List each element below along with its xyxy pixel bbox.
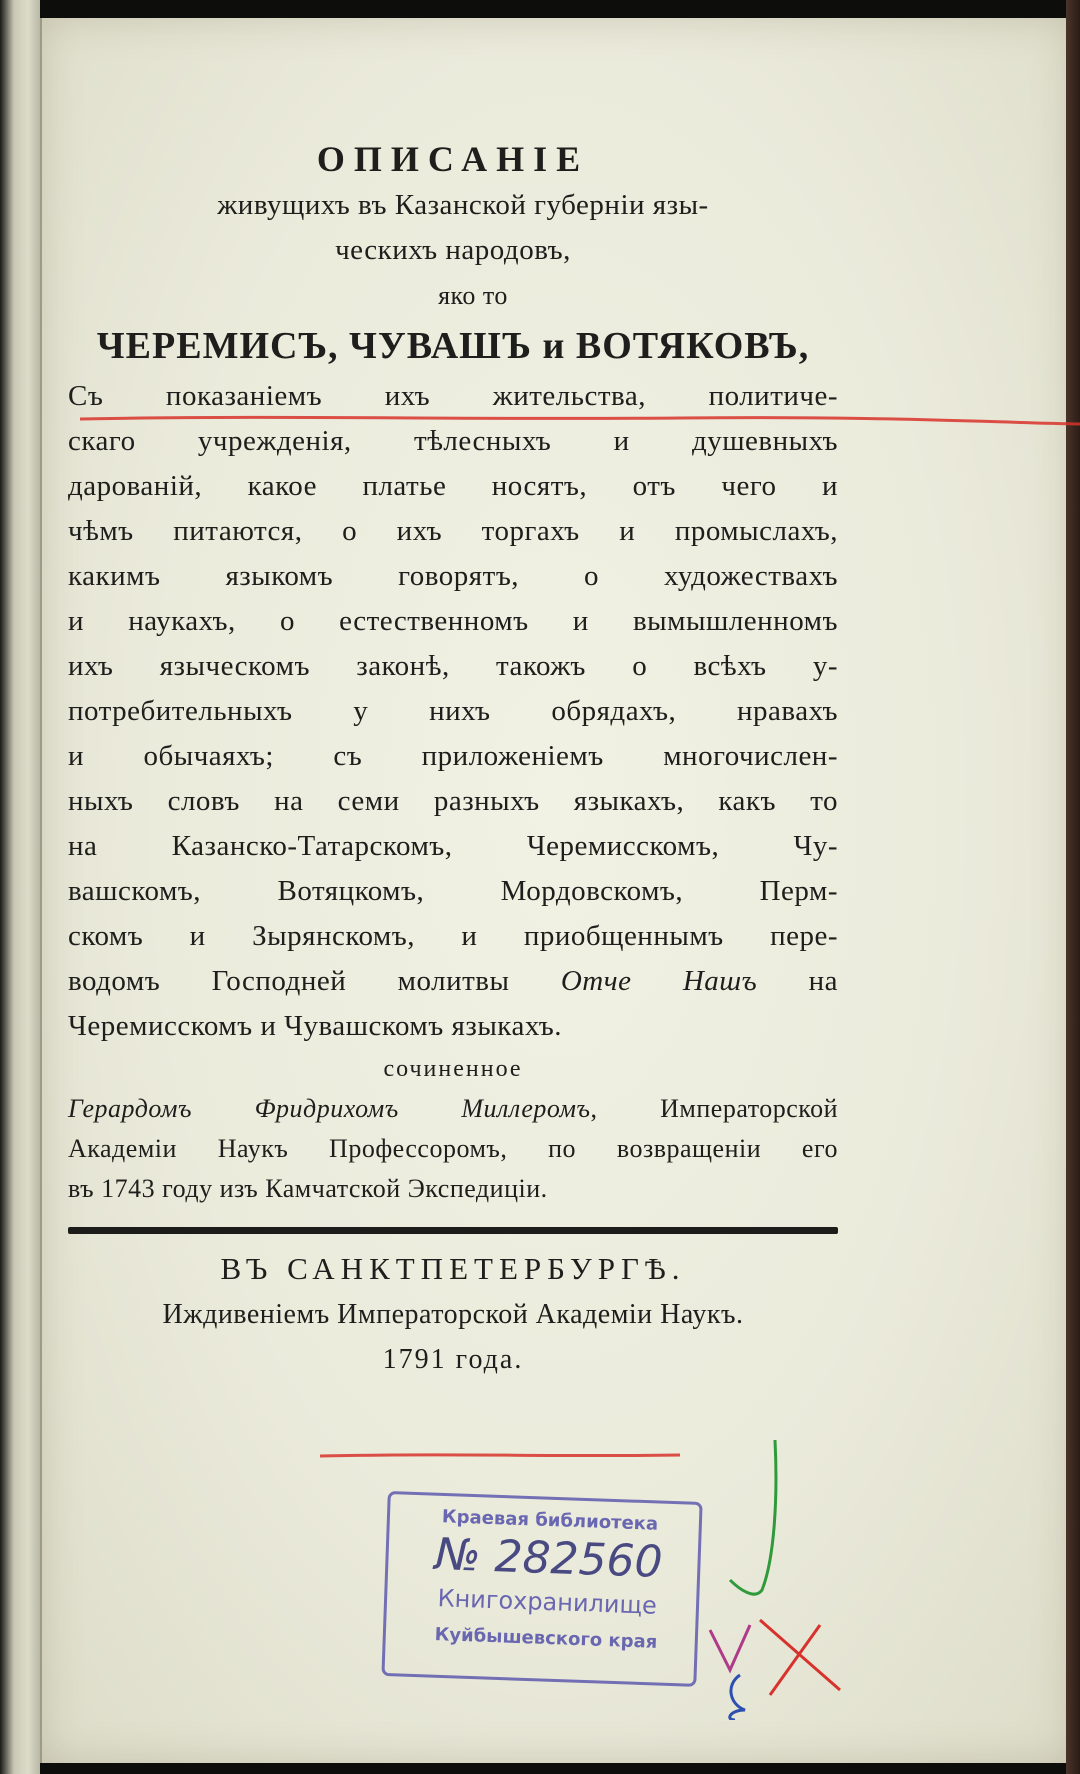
double-rule [68, 1227, 838, 1234]
body-line: ихъ языческомъ законѣ, такожъ о всѣхъ у- [68, 650, 838, 682]
author-credential-line: Академіи Наукъ Профессоромъ, по возвращеніи его [68, 1134, 838, 1163]
prayer-line [68, 959, 838, 1004]
stamp-line-3: Книгохранилище [437, 1584, 658, 1620]
prayer-line-before: водомъ Господней молитвы [68, 965, 561, 997]
book-spine [0, 0, 40, 1774]
composed-label: сочиненное [383, 1056, 523, 1082]
author-name: Герардомъ Фридрихомъ Миллеромъ [68, 1094, 591, 1123]
red-pencil-underline-2 [320, 1450, 680, 1460]
body-line: потребительныхъ у нихъ обрядахъ, нравахъ [68, 695, 838, 727]
subtitle-line-1: живущихъ въ Казанской губерніи язы- [217, 189, 709, 221]
prayer-title: Отче Нашъ [560, 965, 758, 997]
library-stamp [378, 1490, 708, 1690]
imprint-city: ВЪ САНКТПЕТЕРБУРГѢ. [220, 1251, 686, 1286]
body-line: вашскомъ, Вотяцкомъ, Мордовскомъ, Перм- [68, 875, 838, 907]
author-line-after: , Императорской [590, 1094, 838, 1123]
body-line: на Казанско-Татарскомъ, Черемисскомъ, Чу- [68, 830, 838, 862]
book-title: ОПИСАНІЕ [316, 139, 590, 179]
stamp-line-4: Куйбышевского края [434, 1624, 658, 1653]
binding-edge [1066, 0, 1080, 1774]
body-line: ныхъ словъ на семи разныхъ языкахъ, какъ то [68, 785, 838, 817]
stamp-number: № 282560 [434, 1529, 664, 1588]
body-line: и обычаяхъ; съ приложеніемъ многочислен- [68, 740, 838, 772]
peoples-line: ЧЕРЕМИСЪ, ЧУВАШЪ и ВОТЯКОВЪ, [96, 325, 810, 367]
body-line: дарованій, какое платье носятъ, отъ чего и [68, 470, 838, 502]
body-line: Съ показаніемъ ихъ жительства, политиче- [68, 380, 838, 412]
author-expedition-line: въ 1743 году изъ Камчатской Экспедиціи. [68, 1174, 548, 1203]
body-line: скаго учрежденія, тѣлесныхъ и душевныхъ [68, 425, 838, 457]
imprint-publisher: Иждивеніемъ Императорской Академіи Наукъ. [162, 1299, 744, 1330]
subtitle-line-2: ческихъ народовъ, [335, 234, 571, 266]
body-line: и наукахъ, о естественномъ и вымышленномъ [68, 605, 838, 637]
title-page-text [68, 135, 838, 1382]
author-line [68, 1089, 838, 1129]
body-line: скомъ и Зырянскомъ, и приобщеннымъ пере- [68, 920, 838, 952]
imprint-year: 1791 года. [382, 1344, 524, 1375]
subtitle-line-3: яко то [438, 281, 508, 310]
prayer-line-after: на [757, 965, 838, 997]
stamp-line-1: Краевая библиотека [441, 1506, 659, 1535]
body-line: чѣмъ питаются, о ихъ торгахъ и промыслахъ, [68, 515, 838, 547]
body-last-line: Черемисскомъ и Чувашскомъ языкахъ. [68, 1010, 562, 1042]
body-line: какимъ языкомъ говорятъ, о художествахъ [68, 560, 838, 592]
pencil-marks-icon [700, 1420, 860, 1720]
